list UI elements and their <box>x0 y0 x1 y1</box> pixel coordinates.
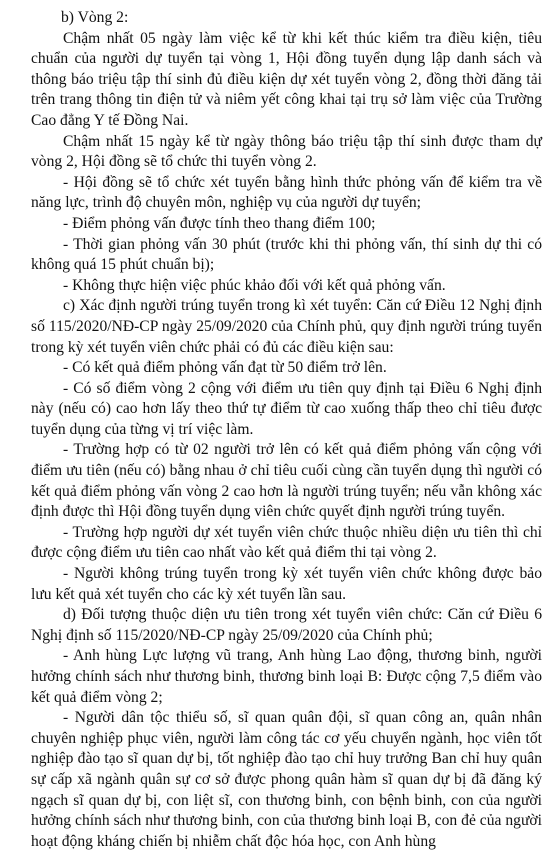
bullet-priority-ethnic-military: - Người dân tộc thiểu số, sĩ quan quân đội, sĩ quan công an, quân nhân chuyên nghiệp phục viên, người làm công tác cơ yếu chuyển ngành, học viên tốt nghiệp đào tạo sĩ quan dự bị, tốt nghiệp đào tạo chỉ huy trưởng Ban chỉ huy quân sự cấp xã ngành quân sự cơ sở được phong quân hàm sĩ quan dự bị đã đăng ký ngạch sĩ quan dự bị, con liệt sĩ, con thương binh, con bệnh binh, con của người hưởng chính sách như thương binh, con của thương binh loại B, con đẻ của người hoạt động kháng chiến bị nhiễm chất độc hóa học, con Anh hùng <box>31 709 542 850</box>
bullet-priority-7-5: - Anh hùng Lực lượng vũ trang, Anh hùng Lao động, thương binh, người hưởng chính sách như thương binh, thương binh loại B: Được cộng 7,5 điểm vào kết quả điểm vòng 2; <box>31 647 542 706</box>
bullet-interview-score: - Điểm phỏng vấn được tính theo thang điểm 100; <box>63 214 376 232</box>
paragraph-round-2-schedule: Chậm nhất 15 ngày kể từ ngày thông báo triệu tập thí sinh được tham dự vòng 2, Hội đồng sẽ tổ chức thi tuyển vòng 2. <box>31 132 542 171</box>
bullet-no-reservation: - Người không trúng tuyển trong kỳ xét tuyển viên chức không được bảo lưu kết quả xét tuyển cho các kỳ xét tuyển lần sau. <box>31 565 542 603</box>
bullet-highest-priority: - Trường hợp người dự xét tuyển viên chức thuộc nhiều diện ưu tiên thì chỉ được cộng điểm ưu tiên cao nhất vào kết quả điểm thi tại vòng 2. <box>31 523 542 562</box>
bullet-tie-break: - Trường hợp có từ 02 người trở lên có kết quả điểm phỏng vấn cộng với điểm ưu tiên (nếu có) bằng nhau ở chỉ tiêu cuối cùng cần tuyển dụng thì người có kết quả điểm phỏng vấn vòng 2 cao hơn là người trúng tuyển; nếu vẫn không xác định được thì Hội đồng tuyển dụng viên chức quyết định người trúng tuyển. <box>31 441 542 521</box>
bullet-interview-format: - Hội đồng sẽ tổ chức xét tuyển bằng hình thức phỏng vấn để kiểm tra về năng lực, trình độ chuyên môn, nghiệp vụ của người dự tuyển; <box>31 173 542 212</box>
paragraph-round-2-list: Chậm nhất 05 ngày làm việc kể từ khi kết thúc kiểm tra điều kiện, tiêu chuẩn của người dự tuyển tại vòng 1, Hội đồng tuyển dụng lập danh sách và thông báo triệu tập thí sinh đủ điều kiện dự xét tuyển vòng 2, đồng thời đăng tải trên trang thông tin điện tử và niêm yết công khai tại trụ sở làm việc của Trường Cao đẳng Y tế Đồng Nai. <box>31 29 542 129</box>
bullet-interview-time: - Thời gian phỏng vấn 30 phút (trước khi thi phỏng vấn, thí sinh dự thi có không quá 15 phút chuẩn bị); <box>31 235 542 274</box>
bullet-priority-ranking: - Có số điểm vòng 2 cộng với điểm ưu tiên quy định tại Điều 6 Nghị định này (nếu có) cao hơn lấy theo thứ tự điểm từ cao xuống thấp theo chỉ tiêu được tuyển dụng của từng vị trí việc làm. <box>31 379 542 438</box>
bullet-no-review: - Không thực hiện việc phúc khảo đối với kết quả phỏng vấn. <box>63 276 446 294</box>
section-heading-priority-groups: d) Đối tượng thuộc diện ưu tiên trong xét tuyển viên chức: Căn cứ Điều 6 Nghị định số 115/2020/NĐ-CP ngày 25/09/2020 của Chính phủ; <box>31 606 542 644</box>
section-heading-successful-candidates: c) Xác định người trúng tuyển trong kì xét tuyển: Căn cứ Điều 12 Nghị định số 115/2020/NĐ-CP ngày 25/09/2020 của Chính phủ, quy định người trúng tuyển trong kỳ xét tuyển viên chức phải có đủ các điều kiện sau: <box>31 297 542 356</box>
bullet-min-score: - Có kết quả điểm phỏng vấn đạt từ 50 điểm trở lên. <box>63 359 387 377</box>
section-heading-round-2: b) Vòng 2: <box>61 9 129 26</box>
